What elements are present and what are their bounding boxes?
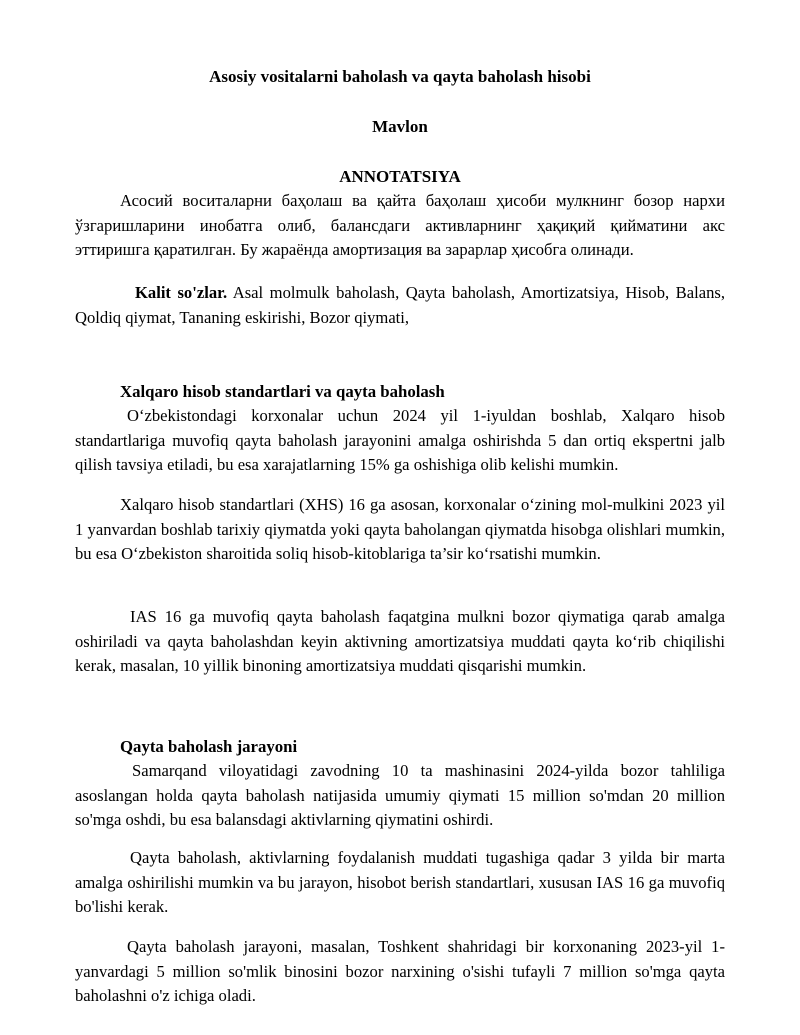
section-1-paragraph-2: Xalqaro hisob standartlari (XHS) 16 ga asosan, korxonalar o‘zining mol-mulkini 2023 yil 1 yanvardan boshlab tarixiy qiymatda yoki qayta baholangan qiymatda hisobga olishlari mumkin, bu esa O‘zbekiston sharoitida soliq hisob-kitoblariga ta’sir ko‘rsatishi mumkin.	[75, 495, 725, 563]
section-2-paragraph-3: Qayta baholash jarayoni, masalan, Toshkent shahridagi bir korxonaning 2023-yil 1-yanvardagi 5 million so'mlik binosini bozor narxining o'sishi tufayli 7 million so'mga qayta baholashni o'z ichiga oladi.	[75, 937, 725, 1005]
section-heading-ifrs: Xalqaro hisob standartlari va qayta baholash	[120, 382, 445, 401]
section-2-paragraph-2: Qayta baholash, aktivlarning foydalanish muddati tugashiga qadar 3 yilda bir marta amalga oshirilishi mumkin va bu jarayon, hisobot berish standartlari, xususan IAS 16 ga muvofiq bo'lishi kerak.	[75, 848, 725, 916]
section-2-paragraph-1: Samarqand viloyatidagi zavodning 10 ta mashinasini 2024-yilda bozor tahliliga asoslangan holda qayta baholash natijasida umumiy qiymati 15 million so'mdan 20 million so'mga oshdi, bu esa balansdagi aktivlarning qiymatini oshirdi.	[75, 761, 725, 829]
keywords-paragraph	[75, 281, 725, 330]
abstract-paragraph: Асосий воситаларни баҳолаш ва қайта баҳолаш ҳисоби мулкнинг бозор нархи ўзгаришларини инобатга олиб, балансдаги активларнинг ҳақиқий қийматини акс эттиришга қаратилган. Бу жараёнда амортизация ва зарарлар ҳисобга олинади.	[75, 191, 725, 259]
document-author: Mavlon	[372, 117, 428, 136]
section-heading-revaluation-process: Qayta baholash jarayoni	[120, 737, 298, 756]
keywords-text: Asal molmulk baholash, Qayta baholash, Amortizatsiya, Hisob, Balans, Qoldiq qiymat, Tananing eskirishi, Bozor qiymati,	[75, 283, 725, 327]
section-1-paragraph-3: IAS 16 ga muvofiq qayta baholash faqatgina mulkni bozor qiymatiga qarab amalga oshiriladi va qayta baholashdan keyin aktivning amortizatsiya muddati qayta ko‘rib chiqilishi kerak, masalan, 10 yillik binoning amortizatsiya muddati qisqarishi mumkin.	[75, 607, 725, 675]
keywords-label: Kalit so'zlar.	[135, 283, 228, 302]
section-1-paragraph-1: O‘zbekistondagi korxonalar uchun 2024 yil 1-iyuldan boshlab, Xalqaro hisob standartlariga muvofiq qayta baholash jarayonini amalga oshirishda 5 dan ortiq ekspertni jalb qilish tavsiya etiladi, bu esa xarajatlarning 15% ga oshishiga olib kelishi mumkin.	[75, 406, 725, 474]
abstract-heading: ANNOTATSIYA	[339, 167, 461, 186]
document-title: Asosiy vositalarni baholash va qayta baholash hisobi	[209, 67, 591, 86]
